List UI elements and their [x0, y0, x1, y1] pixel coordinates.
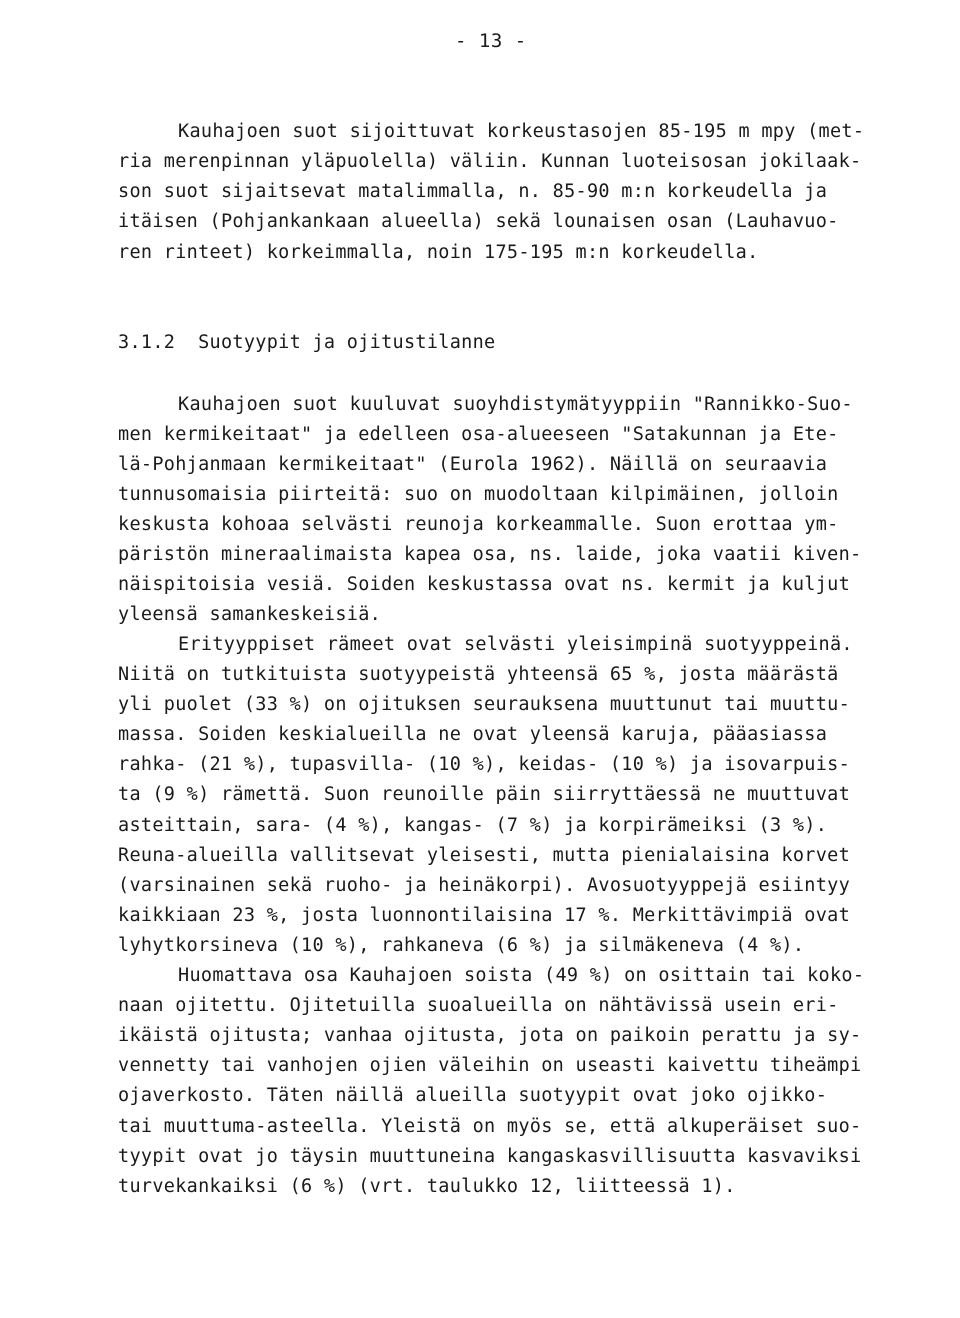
paragraph-line: päristön mineraalimaista kapea osa, ns. laide, joka vaatii kiven- — [118, 544, 862, 565]
paragraph-line: Erityyppiset rämeet ovat selvästi yleisimpinä suotyyppeinä. — [178, 634, 853, 655]
paragraph-line: ta (9 %) rämettä. Suon reunoille päin siirryttäessä ne muuttuvat — [118, 784, 851, 805]
paragraph-line: asteittain, sara- (4 %), kangas- (7 %) ja korpirämeiksi (3 %). — [118, 815, 828, 836]
paragraph-line: ojaverkosto. Täten näillä alueilla suotyypit ovat joko ojikko- — [118, 1085, 828, 1106]
paragraph-line: yleensä samankeskeisiä. — [118, 604, 382, 625]
paragraph-line: rahka- (21 %), tupasvilla- (10 %), keidas- (10 %) ja isovarpuis- — [118, 754, 851, 775]
paragraph-line: kaikkiaan 23 %, josta luonnontilaisina 17 %. Merkittävimpiä ovat — [118, 905, 851, 926]
paragraph-line: tai muuttuma-asteella. Yleistä on myös se, että alkuperäiset suo- — [118, 1116, 862, 1137]
paragraph-line: tunnusomaisia piirteitä: suo on muodoltaan kilpimäinen, jolloin — [118, 484, 839, 505]
paragraph-line: naan ojitettu. Ojitetuilla suoalueilla on nähtävissä usein eri- — [118, 995, 839, 1016]
paragraph-line: vennetty tai vanhojen ojien väleihin on useasti kaivettu tiheämpi — [118, 1055, 862, 1076]
paragraph-line: lyhytkorsineva (10 %), rahkaneva (6 %) ja silmäkeneva (4 %). — [118, 935, 805, 956]
paragraph-line: ikäistä ojitusta; vanhaa ojitusta, jota on paikoin perattu ja sy- — [118, 1025, 862, 1046]
paragraph-line: itäisen (Pohjankankaan alueella) sekä lounaisen osan (Lauhavuo- — [118, 211, 839, 232]
paragraph-line: lä-Pohjanmaan kermikeitaat" (Eurola 1962). Näillä on seuraavia — [118, 454, 828, 475]
paragraph-line: ria merenpinnan yläpuolella) väliin. Kunnan luoteisosan jokilaak- — [118, 151, 862, 172]
paragraph-line: massa. Soiden keskialueilla ne ovat yleensä karuja, pääasiassa — [118, 724, 828, 745]
paragraph-line: yli puolet (33 %) on ojituksen seurauksena muuttunut tai muuttu- — [118, 694, 851, 715]
paragraph-line: keskusta kohoaa selvästi reunoja korkeammalle. Suon erottaa ym- — [118, 514, 839, 535]
paragraph-line: turvekankaiksi (6 %) (vrt. taulukko 12, liitteessä 1). — [118, 1176, 736, 1197]
paragraph-line: men kermikeitaat" ja edelleen osa-alueeseen "Satakunnan ja Ete- — [118, 424, 839, 445]
paragraph-line: (varsinainen sekä ruoho- ja heinäkorpi). Avosuotyyppejä esiintyy — [118, 875, 851, 896]
page-number: - 13 - — [455, 30, 527, 52]
paragraph-line: näispitoisia vesiä. Soiden keskustassa ovat ns. kermit ja kuljut — [118, 574, 851, 595]
paragraph-line: son suot sijaitsevat matalimmalla, n. 85-90 m:n korkeudella ja — [118, 181, 828, 202]
paragraph-line: Niitä on tutkituista suotyypeistä yhteensä 65 %, josta määrästä — [118, 664, 839, 685]
paragraph-line: Reuna-alueilla vallitsevat yleisesti, mutta pienialaisina korvet — [118, 845, 851, 866]
paragraph-line: ren rinteet) korkeimmalla, noin 175-195 m:n korkeudella. — [118, 242, 759, 263]
paragraph-line: Huomattava osa Kauhajoen soista (49 %) on osittain tai koko- — [178, 965, 865, 986]
paragraph-line: tyypit ovat jo täysin muuttuneina kangaskasvillisuutta kasvaviksi — [118, 1146, 862, 1167]
paragraph-line: Kauhajoen suot sijoittuvat korkeustasojen 85-195 m mpy (met- — [178, 121, 865, 142]
paragraph-line: Kauhajoen suot kuuluvat suoyhdistymätyyppiin "Rannikko-Suo- — [178, 394, 853, 415]
section-heading: 3.1.2 Suotyypit ja ojitustilanne — [118, 332, 496, 353]
